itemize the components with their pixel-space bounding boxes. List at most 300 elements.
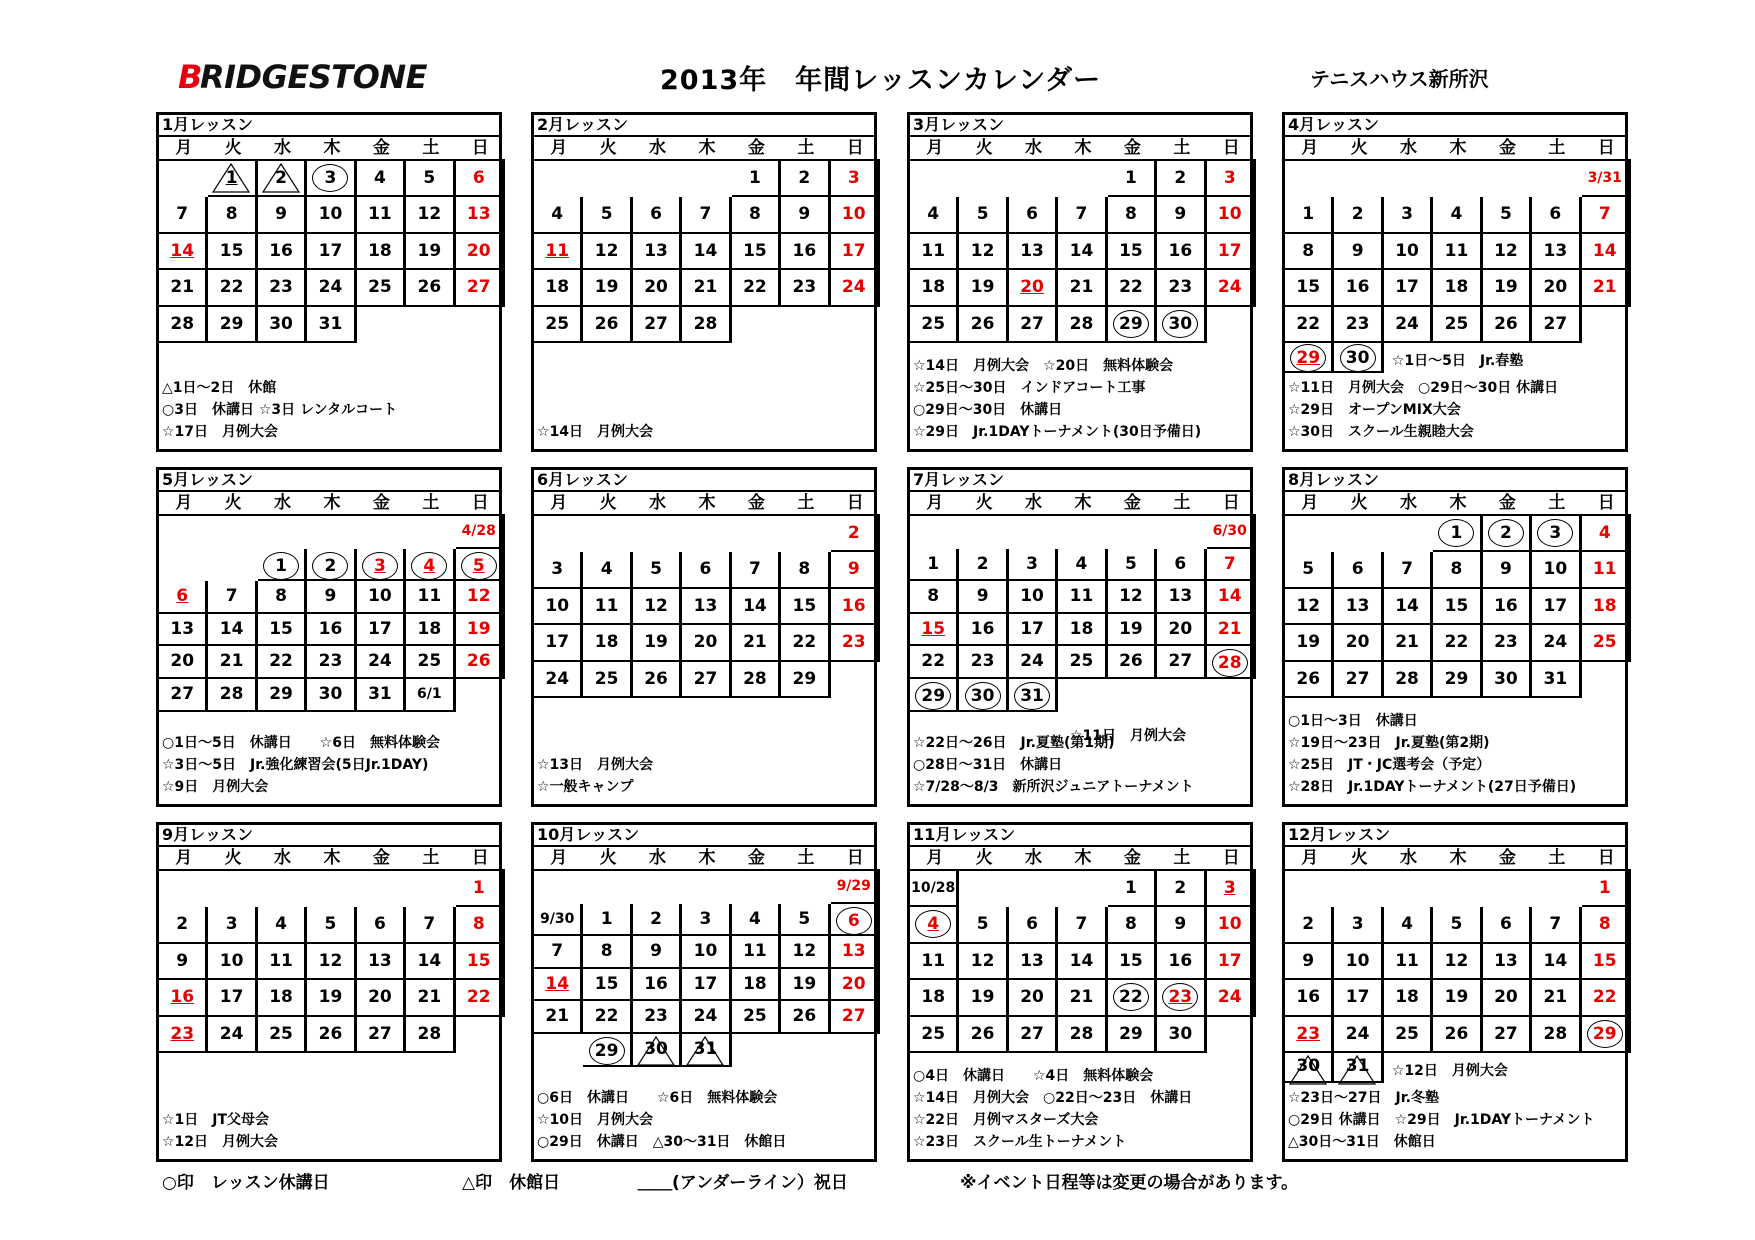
- day-number: 7: [1223, 553, 1236, 574]
- day-cell: [307, 1017, 356, 1053]
- day-cell: [159, 614, 208, 647]
- day-number: 19: [644, 632, 668, 653]
- day-number: 22: [921, 651, 946, 672]
- weekday-header: 日: [456, 847, 505, 871]
- month-note: ☆3日～5日 Jr.強化練習会(5日Jr.1DAY): [162, 757, 429, 773]
- empty-cell: [208, 871, 257, 907]
- month-note: ○1日～3日 休講日: [1288, 713, 1418, 729]
- month-note: ☆22日 月例マスターズ大会: [913, 1112, 1099, 1128]
- month-grid: [910, 137, 1250, 343]
- empty-cell: [357, 307, 406, 343]
- day-cell: [959, 980, 1008, 1016]
- day-number: 10: [545, 595, 570, 616]
- day-cell: [1532, 516, 1581, 552]
- day-cell: [534, 1001, 583, 1034]
- day-cell: [781, 197, 830, 233]
- day-cell: [682, 904, 731, 937]
- empty-cell: [1058, 679, 1107, 712]
- day-cell: [1433, 234, 1482, 270]
- day-number: 16: [1168, 240, 1193, 261]
- day-number: 18: [417, 618, 442, 639]
- day-cell: [1058, 234, 1107, 270]
- day-cell: [910, 907, 959, 943]
- day-cell: [307, 646, 356, 679]
- day-cell: [258, 1017, 307, 1053]
- day-number: 4/28: [461, 523, 496, 539]
- day-number: 11: [1395, 950, 1419, 971]
- day-cell: [1157, 907, 1206, 943]
- page-title: 2013年 年間レッスンカレンダー: [660, 65, 1102, 96]
- day-cell: [1009, 944, 1058, 980]
- day-cell: [1433, 944, 1482, 980]
- day-number: 15: [1119, 240, 1143, 261]
- day-cell: [781, 270, 830, 306]
- day-number: 20: [368, 987, 392, 1008]
- day-cell: [357, 234, 406, 270]
- day-cell: [1483, 516, 1532, 552]
- day-number: 10: [693, 941, 718, 962]
- day-number: 4: [927, 204, 940, 225]
- day-number: 5: [798, 908, 811, 929]
- empty-cell: [732, 307, 781, 343]
- day-cell: [357, 980, 406, 1016]
- day-number: 6: [1351, 559, 1364, 580]
- day-cell: [633, 589, 682, 625]
- weekday-header: 水: [1009, 137, 1058, 161]
- month-note: ○3日 休講日 ☆3日 レンタルコート: [162, 402, 398, 418]
- day-number: 11: [1592, 559, 1617, 580]
- weekday-header: 金: [357, 137, 406, 161]
- day-cell: [1207, 944, 1256, 980]
- day-cell: [534, 197, 583, 233]
- day-cell: [1285, 944, 1334, 980]
- day-cell: [1334, 197, 1383, 233]
- day-number: 27: [1020, 1023, 1044, 1044]
- bridgestone-logo: [176, 56, 438, 94]
- month-notes: [537, 754, 653, 798]
- day-number: 20: [644, 277, 668, 298]
- day-cell: [1334, 625, 1383, 661]
- day-number: 9: [798, 204, 811, 225]
- day-number: 15: [921, 618, 946, 639]
- day-cell: [406, 944, 455, 980]
- day-cell: [1532, 197, 1581, 233]
- day-number: 31: [368, 683, 392, 704]
- day-number: 22: [1592, 987, 1617, 1008]
- weekday-header: 月: [910, 847, 959, 871]
- day-cell: [159, 679, 208, 712]
- day-cell: [258, 197, 307, 233]
- month-title: 4月レッスン: [1285, 115, 1625, 137]
- day-number: 2: [1302, 914, 1315, 935]
- day-number: 23: [318, 651, 343, 672]
- day-number: 21: [693, 277, 718, 298]
- month-2: [531, 112, 877, 452]
- day-cell: [831, 1001, 880, 1034]
- day-number: 13: [693, 595, 718, 616]
- empty-cell: [1009, 161, 1058, 197]
- day-number: 22: [594, 1006, 619, 1027]
- day-cell: [1058, 980, 1107, 1016]
- day-cell: [1157, 1017, 1206, 1053]
- day-cell: [1384, 589, 1433, 625]
- day-number: 31: [318, 313, 343, 334]
- day-number: 3: [1351, 914, 1364, 935]
- day-cell: [732, 197, 781, 233]
- day-number: 11: [594, 595, 619, 616]
- day-number: 17: [693, 973, 718, 994]
- day-cell: [456, 549, 505, 582]
- day-number: 17: [1345, 987, 1370, 1008]
- day-cell: [1483, 980, 1532, 1016]
- day-cell: [159, 907, 208, 943]
- day-cell: [406, 549, 455, 582]
- day-cell: [1334, 234, 1383, 270]
- day-cell: [1207, 516, 1256, 549]
- day-cell: [406, 270, 455, 306]
- day-number: 2: [275, 168, 287, 188]
- day-number: 2: [1351, 204, 1364, 225]
- day-cell: [1285, 552, 1334, 588]
- day-number: 25: [1592, 632, 1617, 653]
- empty-cell: [682, 516, 731, 552]
- day-cell: [1532, 552, 1581, 588]
- day-number: 11: [1069, 586, 1094, 607]
- day-number: 28: [1212, 649, 1248, 677]
- day-cell: [456, 646, 505, 679]
- day-cell: [307, 549, 356, 582]
- day-cell: [1157, 646, 1206, 679]
- day-cell: [959, 270, 1008, 306]
- month-7: [907, 467, 1253, 807]
- day-cell: [1384, 662, 1433, 698]
- day-cell: [1009, 1017, 1058, 1053]
- day-number: 16: [792, 240, 817, 261]
- month-note: ☆14日 月例大会 ☆20日 無料体験会: [913, 358, 1174, 374]
- day-cell: [534, 589, 583, 625]
- month-notes: [913, 1065, 1192, 1153]
- day-number: 5: [1499, 204, 1512, 225]
- empty-cell: [1334, 516, 1383, 552]
- day-cell: [1157, 944, 1206, 980]
- empty-cell: [1384, 161, 1433, 197]
- day-cell: [1532, 944, 1581, 980]
- weekday-header: 火: [1334, 492, 1383, 516]
- day-number: 24: [693, 1006, 718, 1027]
- day-cell: [1157, 270, 1206, 306]
- day-number: 31: [1345, 1055, 1370, 1076]
- day-cell: [682, 662, 731, 698]
- day-cell: [583, 234, 632, 270]
- day-cell: [1157, 581, 1206, 614]
- day-number: 10/28: [911, 880, 956, 896]
- day-cell: [1285, 980, 1334, 1016]
- day-cell: [1334, 270, 1383, 306]
- day-cell: [1483, 662, 1532, 698]
- day-number: 2: [1488, 519, 1524, 547]
- day-number: 22: [269, 651, 293, 672]
- empty-cell: [534, 516, 583, 552]
- day-number: 16: [1345, 277, 1370, 298]
- day-number: 6/30: [1212, 523, 1247, 539]
- day-cell: [1433, 907, 1482, 943]
- day-number: 10: [841, 204, 866, 225]
- weekday-header: 水: [633, 137, 682, 161]
- empty-cell: [959, 516, 1008, 549]
- weekday-header: 水: [1009, 492, 1058, 516]
- day-number: 3: [1401, 204, 1413, 225]
- day-cell: [831, 625, 880, 661]
- month-grid: [1285, 847, 1625, 1053]
- day-cell: [258, 614, 307, 647]
- day-number: 18: [921, 987, 946, 1008]
- day-number: 11: [368, 204, 392, 225]
- day-number: 19: [594, 277, 619, 298]
- day-cell: [1582, 589, 1631, 625]
- day-number: 19: [1119, 618, 1143, 639]
- month-title: 1月レッスン: [159, 115, 499, 137]
- day-cell: [1058, 581, 1107, 614]
- day-number: 31: [1014, 682, 1050, 710]
- day-number: 25: [743, 1006, 767, 1027]
- weekday-header: 金: [732, 492, 781, 516]
- day-number: 25: [1395, 1023, 1419, 1044]
- day-cell: [682, 969, 731, 1002]
- day-number: 15: [219, 240, 244, 261]
- day-cell: [583, 552, 632, 588]
- day-number: 30: [1162, 310, 1198, 338]
- day-cell: [159, 307, 208, 343]
- day-cell: [1157, 549, 1206, 582]
- day-number: 18: [743, 973, 767, 994]
- empty-cell: [159, 871, 208, 907]
- day-number: 3: [1223, 168, 1236, 188]
- day-cell: [1334, 1017, 1383, 1053]
- shop-name: テニスハウス新所沢: [1310, 67, 1489, 91]
- day-number: 8: [1302, 240, 1315, 261]
- day-cell: [1532, 907, 1581, 943]
- day-cell: [831, 969, 880, 1002]
- day-cell: [208, 944, 257, 980]
- empty-cell: [1285, 516, 1334, 552]
- day-number: 16: [841, 595, 866, 616]
- month-4: [1282, 112, 1628, 452]
- day-cell: [633, 307, 682, 343]
- day-number: 24: [545, 668, 570, 689]
- day-number: 26: [466, 651, 491, 672]
- day-number: 28: [693, 313, 718, 334]
- month-12: [1282, 822, 1628, 1162]
- day-cell: [406, 614, 455, 647]
- month-title: 8月レッスン: [1285, 470, 1625, 492]
- day-number: 21: [219, 651, 244, 672]
- day-cell: [258, 646, 307, 679]
- day-number: 3: [551, 559, 564, 580]
- empty-cell: [456, 307, 505, 343]
- day-cell: [1157, 234, 1206, 270]
- day-cell: [1108, 161, 1157, 197]
- day-number: 27: [466, 277, 491, 298]
- day-cell: [258, 980, 307, 1016]
- day-number: 20: [693, 632, 718, 653]
- day-number: 13: [1543, 240, 1568, 261]
- day-cell: [357, 1017, 406, 1053]
- day-cell: [1582, 1017, 1631, 1053]
- day-cell: [1207, 980, 1256, 1016]
- day-number: 15: [269, 618, 293, 639]
- month-note: ☆30日 スクール生親睦大会: [1288, 424, 1474, 440]
- day-cell: [781, 969, 830, 1002]
- day-cell: [357, 614, 406, 647]
- empty-cell: [583, 516, 632, 552]
- weekday-header: 水: [258, 492, 307, 516]
- day-number: 18: [368, 240, 392, 261]
- day-number: 13: [1345, 595, 1370, 616]
- day-cell: [1058, 944, 1107, 980]
- day-cell: [781, 904, 830, 937]
- day-cell: [1334, 1053, 1383, 1083]
- day-number: 16: [970, 618, 995, 639]
- day-cell: [456, 234, 505, 270]
- day-number: 16: [269, 240, 293, 261]
- weekday-header: 木: [1058, 137, 1107, 161]
- empty-cell: [406, 516, 455, 549]
- weekday-header: 木: [307, 137, 356, 161]
- day-cell: [959, 614, 1008, 647]
- day-number: 5: [650, 559, 662, 580]
- day-number: 8: [225, 204, 238, 225]
- day-cell: [159, 1017, 208, 1053]
- month-title: 7月レッスン: [910, 470, 1250, 492]
- month-note: ☆14日 月例大会: [537, 424, 654, 440]
- day-cell: [357, 944, 406, 980]
- day-number: 9: [1351, 240, 1364, 261]
- day-number: 9: [1302, 950, 1315, 971]
- day-cell: [1207, 234, 1256, 270]
- weekday-header: 火: [959, 847, 1008, 871]
- day-number: 20: [1494, 987, 1518, 1008]
- day-number: 5: [976, 204, 989, 225]
- day-cell: [1384, 980, 1433, 1016]
- day-cell: [307, 234, 356, 270]
- day-number: 29: [219, 313, 244, 334]
- month-note: ○6日 休講日 ☆6日 無料体験会: [537, 1090, 778, 1106]
- day-cell: [1384, 270, 1433, 306]
- day-number: 1: [1124, 168, 1137, 188]
- day-number: 15: [1592, 950, 1617, 971]
- day-number: 24: [219, 1023, 244, 1044]
- day-cell: [633, 662, 682, 698]
- day-cell: [959, 549, 1008, 582]
- day-cell: [208, 646, 257, 679]
- day-number: 10: [1543, 559, 1568, 580]
- day-cell: [1009, 581, 1058, 614]
- month-notes: [1288, 377, 1558, 443]
- day-cell: [258, 907, 307, 943]
- day-number: 17: [545, 632, 570, 653]
- day-number: 2: [176, 914, 189, 935]
- day-cell: [1108, 614, 1157, 647]
- day-cell: [1207, 581, 1256, 614]
- weekday-header: 日: [1207, 847, 1256, 871]
- day-number: 18: [1444, 277, 1469, 298]
- empty-cell: [1157, 679, 1206, 712]
- day-cell: [1582, 197, 1631, 233]
- day-cell: [1157, 161, 1206, 197]
- weekday-header: 火: [959, 492, 1008, 516]
- day-number: 26: [644, 668, 668, 689]
- legend-triangle: △印 休館日: [462, 1173, 561, 1193]
- weekday-header: 土: [406, 492, 455, 516]
- day-cell: [208, 581, 257, 614]
- month-3: [907, 112, 1253, 452]
- month-notes: [913, 732, 1194, 798]
- day-number: 22: [1444, 632, 1469, 653]
- weekday-header: 木: [682, 492, 731, 516]
- weekday-header: 木: [1433, 137, 1482, 161]
- month-notes: [913, 355, 1201, 443]
- day-number: 13: [644, 240, 668, 261]
- day-number: 4: [1450, 204, 1463, 225]
- day-number: 1: [1302, 204, 1315, 225]
- weekday-header: 日: [1207, 137, 1256, 161]
- month-grid: [1285, 137, 1625, 343]
- day-cell: [307, 307, 356, 343]
- empty-cell: [682, 871, 731, 904]
- month-note: ☆一般キャンプ: [537, 779, 634, 795]
- day-cell: [1483, 589, 1532, 625]
- day-number: 4: [748, 908, 761, 929]
- day-cell: [1009, 646, 1058, 679]
- day-cell: [456, 581, 505, 614]
- day-number: 28: [1543, 1023, 1568, 1044]
- day-number: 23: [269, 277, 293, 298]
- day-cell: [910, 980, 959, 1016]
- day-cell: [633, 1001, 682, 1034]
- weekday-header: 土: [1157, 137, 1206, 161]
- empty-cell: [1433, 871, 1482, 907]
- day-number: 21: [1217, 618, 1242, 639]
- extra-days-row: [1285, 343, 1625, 373]
- day-cell: [1532, 625, 1581, 661]
- day-cell: [583, 1034, 632, 1067]
- day-number: 25: [1069, 651, 1094, 672]
- month-note: ☆29日 Jr.1DAYトーナメント(30日予備日): [913, 424, 1202, 440]
- day-cell: [1483, 197, 1532, 233]
- empty-cell: [1108, 516, 1157, 549]
- day-cell: [1582, 625, 1631, 661]
- empty-cell: [258, 871, 307, 907]
- empty-cell: [781, 516, 830, 552]
- month-grid: [1285, 492, 1625, 698]
- day-cell: [959, 907, 1008, 943]
- day-cell: [910, 944, 959, 980]
- empty-cell: [732, 516, 781, 552]
- day-cell: [208, 1017, 257, 1053]
- weekday-header: 火: [959, 137, 1008, 161]
- empty-cell: [1582, 662, 1631, 698]
- weekday-header: 月: [910, 492, 959, 516]
- empty-cell: [307, 871, 356, 907]
- day-cell: [456, 907, 505, 943]
- day-number: 23: [644, 1006, 668, 1027]
- day-cell: [208, 197, 257, 233]
- weekday-header: 火: [583, 137, 632, 161]
- day-cell: [959, 679, 1008, 712]
- day-cell: [1384, 307, 1433, 343]
- month-title: 10月レッスン: [534, 825, 874, 847]
- day-cell: [406, 679, 455, 712]
